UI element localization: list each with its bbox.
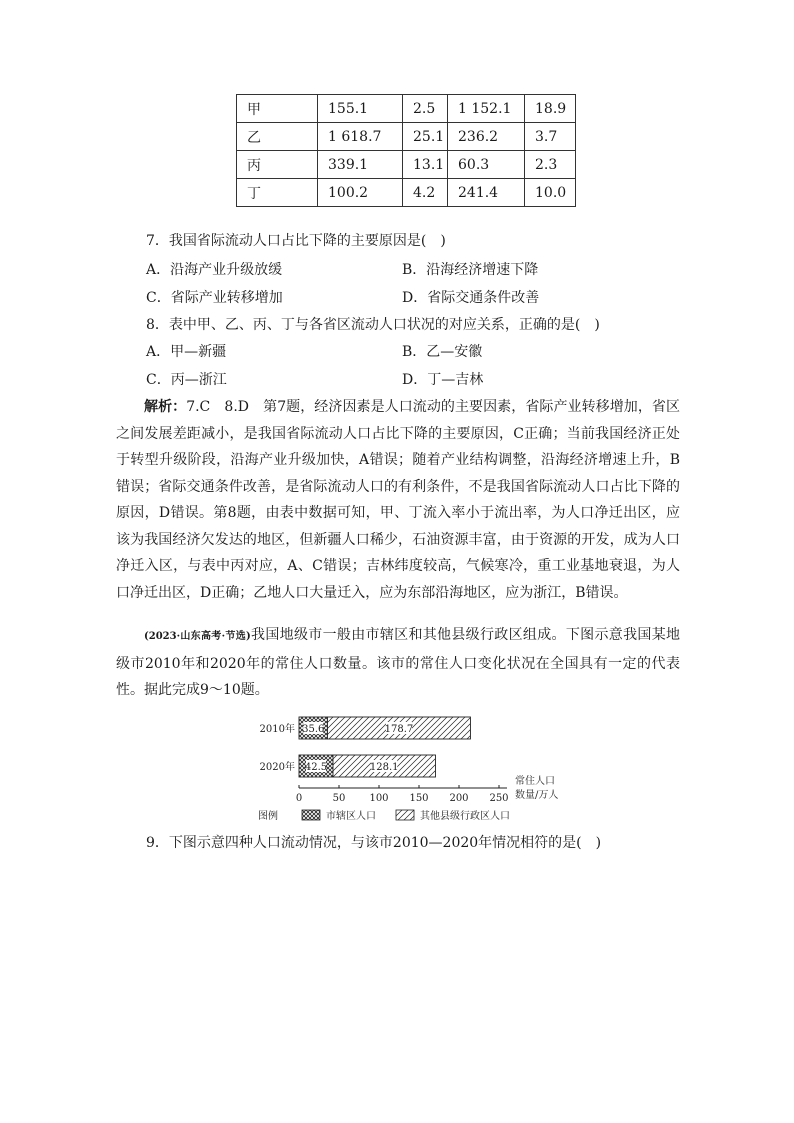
table-cell: 25.1 [403, 123, 448, 151]
table-cell: 100.2 [318, 179, 403, 207]
data-label: 178.7 [384, 724, 414, 735]
population-chart [240, 708, 560, 828]
q8-stem: 8．表中甲、乙、丙、丁与各省区流动人口状况的对应关系，正确的是( ) [146, 317, 600, 333]
table-row [237, 123, 576, 151]
table-row [237, 151, 576, 179]
legend-label: 市辖区人口 [326, 811, 376, 822]
q7-option-a: A．沿海产业升级放缓 [146, 262, 283, 278]
data-label: 42.5 [304, 762, 328, 773]
x-tick-label: 250 [489, 793, 509, 804]
table-cell: 2.5 [403, 95, 448, 123]
table-cell: 3.7 [525, 123, 576, 151]
legend-label: 其他县级行政区人口 [420, 811, 510, 822]
analysis-text: 7.C 8.D 第7题，经济因素是人口流动的主要因素，省际产业转移增加，省区之间发展差距减小，是我国省际流动人口占比下降的主要原因，C正确；当前我国经济正处于转型升级阶段，沿海产业升级加快，A错误；随着产业结构调整，沿海经济增速上升，B错误；省际交通条件改善，是省际流动人口的有利条件，不是我国省际流动人口占比下降的原因，D错误。第8题，由表中数据可知，甲、丁流入率小于流出率，为人口净迁出区，应该为我国经济欠发达的地区，但新疆人口稀少，石油资源丰富，由于资源的开发，成为人口净迁入区，与表中丙对应，A、C错误；吉林纬度较高，气候寒冷，重工业基地衰退，为人口净迁出区，D正确；乙地人口大量迁入，应为东部沿海地区，应为浙江，B错误。 [116, 399, 680, 601]
x-tick-label: 150 [409, 793, 429, 804]
data-table [236, 94, 576, 207]
table-cell: 13.1 [403, 151, 448, 179]
table-cell: 10.0 [525, 179, 576, 207]
x-tick-label: 0 [295, 793, 303, 804]
category-label: 2020年 [259, 762, 295, 773]
q7-option-b: B．沿海经济增速下降 [402, 262, 539, 278]
data-label: 128.1 [369, 762, 399, 773]
q7-option-c: C．省际产业转移增加 [146, 290, 283, 306]
q9-stem: 9．下图示意四种人口流动情况，与该市2010—2020年情况相符的是( ) [146, 835, 602, 851]
table-cell: 241.4 [448, 179, 525, 207]
q7-option-d: D．省际交通条件改善 [402, 290, 540, 306]
legend-title: 图例 [258, 811, 278, 822]
x-axis-title-line2: 数量/万人 [515, 790, 559, 801]
analysis-label: 解析： [144, 399, 187, 415]
intro-paragraph [116, 622, 680, 704]
data-label: 35.6 [302, 724, 325, 735]
table-cell: 236.2 [448, 123, 525, 151]
x-tick-label: 200 [449, 793, 469, 804]
q8-option-a: A．甲—新疆 [146, 344, 227, 360]
table-row-label: 丙 [237, 151, 318, 179]
x-tick-label: 50 [332, 793, 346, 804]
table-row-label: 甲 [237, 95, 318, 123]
x-tick-label: 100 [369, 793, 389, 804]
table-cell: 2.3 [525, 151, 576, 179]
q7-stem: 7．我国省际流动人口占比下降的主要原因是( ) [146, 233, 446, 249]
category-label: 2010年 [259, 724, 295, 735]
q8-option-b: B．乙—安徽 [402, 344, 483, 360]
analysis-paragraph [116, 394, 680, 606]
q8-option-c: C．丙—浙江 [146, 372, 227, 388]
x-axis-title-line1: 常住人口 [515, 776, 555, 787]
table-cell: 339.1 [318, 151, 403, 179]
table-cell: 4.2 [403, 179, 448, 207]
source-tag: (2023·山东高考·节选) [144, 631, 251, 642]
legend-swatch-other-county [396, 810, 414, 820]
table-cell: 60.3 [448, 151, 525, 179]
table-row [237, 95, 576, 123]
table-row-label: 丁 [237, 179, 318, 207]
table-cell: 1 152.1 [448, 95, 525, 123]
table-row [237, 179, 576, 207]
intro-text: 我国地级市一般由市辖区和其他县级行政区组成。下图示意我国某地级市2010年和2020年的常住人口数量。该市的常住人口变化状况在全国具有一定的代表性。据此完成9～10题。 [116, 627, 680, 698]
table-cell: 1 618.7 [318, 123, 403, 151]
q8-option-d: D．丁—吉林 [402, 372, 484, 388]
legend-swatch-urban-district [302, 810, 320, 820]
table-cell: 18.9 [525, 95, 576, 123]
table-cell: 155.1 [318, 95, 403, 123]
table-row-label: 乙 [237, 123, 318, 151]
